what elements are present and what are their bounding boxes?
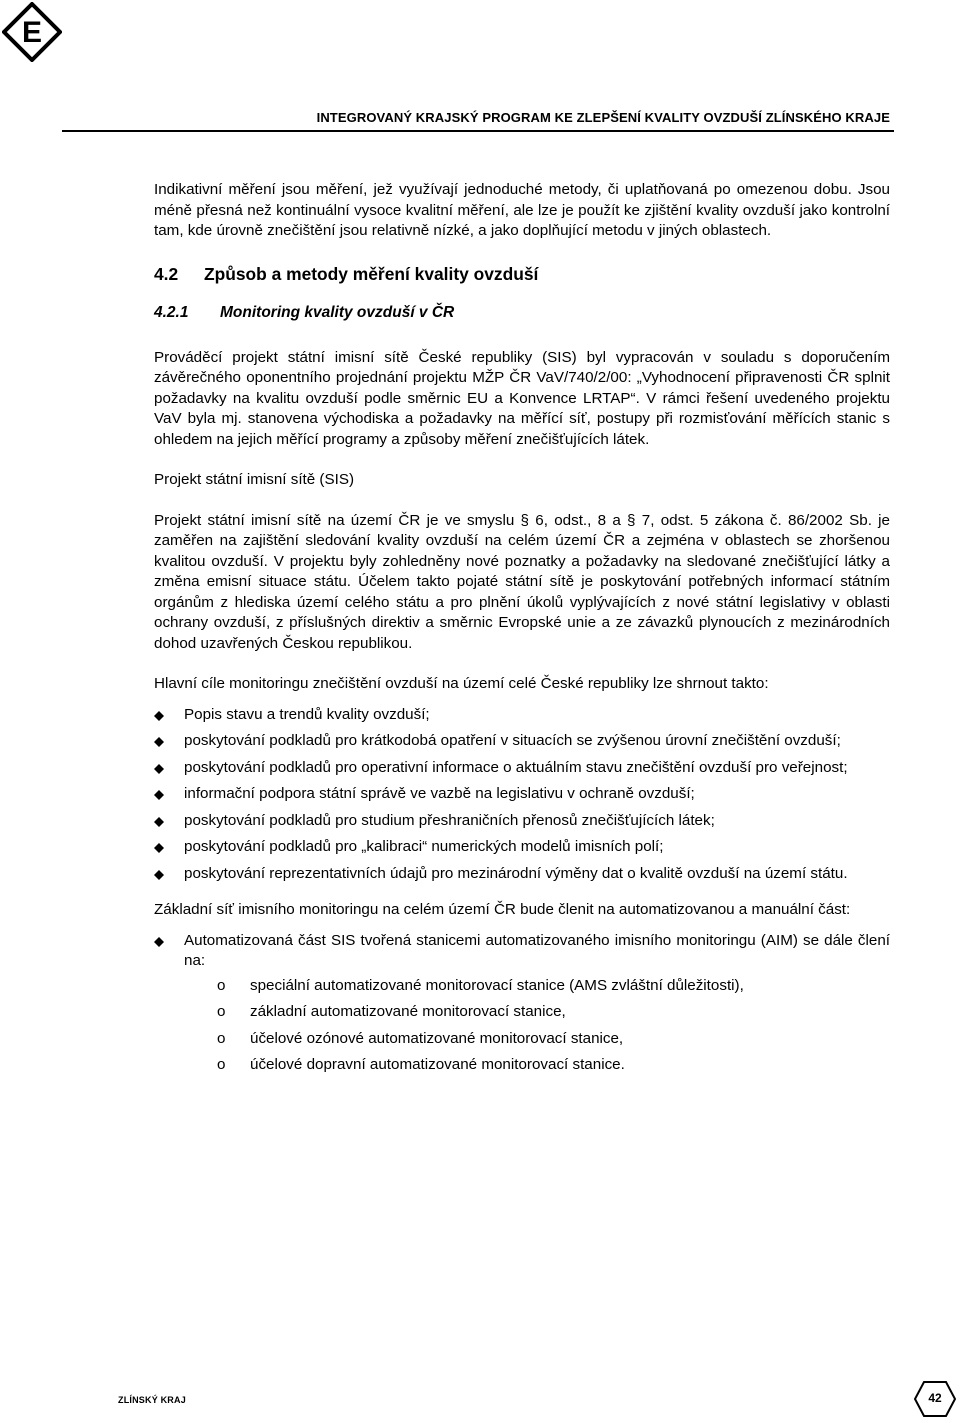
- circle-bullet-icon: o: [217, 1029, 226, 1047]
- diamond-bullet-icon: [154, 711, 164, 721]
- page-content: [154, 180, 890, 1082]
- logo: [2, 2, 62, 62]
- list-item: o speciální automatizované monitorovací stanice (AMS zvláštní důležitosti),: [184, 976, 890, 997]
- page-number-badge: [913, 1380, 957, 1418]
- diamond-bullet-icon: [154, 790, 164, 800]
- page-number: 42: [928, 1391, 942, 1405]
- section-number: 4.2: [154, 263, 179, 284]
- list-item: o účelové ozónové automatizované monitorovací stanice,: [184, 1029, 890, 1050]
- logo-letter: E: [21, 16, 43, 49]
- circle-bullet-icon: o: [217, 1056, 226, 1073]
- diamond-bullet-icon: [154, 817, 164, 827]
- list-item: o základní automatizované monitorovací stanice,: [184, 1002, 890, 1023]
- circle-bullet-icon: o: [217, 1003, 226, 1020]
- header-title: INTEGROVANÝ KRAJSKÝ PROGRAM KE ZLEPŠENÍ KVALITY OVZDUŠÍ ZLÍNSKÉHO KRAJE: [316, 110, 890, 125]
- section-title: Způsob a metody měření kvality ovzduší: [204, 263, 539, 284]
- list-item: poskytování podkladů pro „kalibraci“ numerických modelů imisních polí;: [154, 837, 890, 858]
- paragraph-sis-description: Projekt státní imisní sítě na území ČR je ve smyslu § 6, odst., 8 a § 7, odst. 5 zákona č. 86/2002 Sb. je zaměřen na zajištění sledování kvality ovzduší na celém území ČR a zejména v oblastech se zhoršenou kvalitou ovzduší. V projektu byly zohledněny nové poznatky a požadavky na sledované znečišťující látky a změna emisní situace státu. Účelem takto pojaté státní sítě je poskytování potřebných informací státním orgánům z hlediska území celého státu a pro plnění úkolů vyplývajících z nové státní legislativy v oblasti ochrany ovzduší, z příslušných direktiv a směrnic Evropské unie a ze závazků plynoucích z mezinárodních dohod uzavřených Českou republikou.: [154, 511, 890, 652]
- section-heading: [154, 262, 890, 286]
- subsection-title: Monitoring kvality ovzduší v ČR: [220, 303, 455, 321]
- list-item: informační podpora státní správě ve vazbě na legislativu v ochraně ovzduší;: [154, 784, 890, 805]
- circle-bullet-icon: o: [217, 976, 226, 994]
- subsection-number: 4.2.1: [154, 303, 189, 321]
- diamond-bullet-icon: [154, 843, 164, 853]
- network-list: [154, 931, 890, 1076]
- list-item: poskytování reprezentativních údajů pro mezinárodní výměny dat o kvalitě ovzduší na území státu.: [154, 864, 890, 885]
- list-item: Automatizovaná část SIS tvořená stanicemi automatizovaného imisního monitoringu (AIM) se dále člení na: o speciální automatizované monitorovací stanice (AMS zvláštní důležitosti), o základní automatizované monitorovací stanice, o účelové ozónové automatizované monitorovací stanice, o účelové dopravní automatizované monitorovací stanice.: [154, 931, 890, 1076]
- paragraph-sis-project: Prováděcí projekt státní imisní sítě České republiky (SIS) byl vypracován v souladu s doporučením závěrečného oponentního projednání projektu MŽP ČR VaV/740/2/00: „Vyhodnocení připravenosti ČR splnit požadavky na kvalitu ovzduší podle směrnic EU a Konvence LRTAP“. V rámci řešení uvedeného projektu VaV byla mj. stanovena východiska a požadavky na měřící síť, postupy při rozmisťování měřících stanic s ohledem na jejich měřící programy a způsoby měření znečišťujících látek.: [154, 348, 890, 448]
- diamond-bullet-icon: [154, 870, 164, 880]
- list-item: poskytování podkladů pro krátkodobá opatření v situacích se zvýšenou úrovní znečištění ovzduší;: [154, 731, 890, 752]
- subsection-heading: [154, 302, 890, 324]
- list-item: poskytování podkladů pro studium přeshraničních přenosů znečišťujících látek;: [154, 811, 890, 832]
- intro-paragraph: Indikativní měření jsou měření, jež využívají jednoduché metody, či uplatňovaná po omezenou dobu. Jsou méně přesná než kontinuální vysoce kvalitní měření, ale lze je použít ke zjištění kvality ovzduší jako kontrolní tam, kde úrovně znečištění jsou relativně nízké, a jako doplňující metodu v jiných oblastech.: [154, 181, 890, 239]
- goals-list: [154, 705, 890, 885]
- footer-region: ZLÍNSKÝ KRAJ: [118, 1395, 186, 1405]
- list-item: poskytování podkladů pro operativní informace o aktuálním stavu znečištění ovzduší pro veřejnost;: [154, 758, 890, 779]
- diamond-bullet-icon: [154, 937, 164, 947]
- list-item: Popis stavu a trendů kvality ovzduší;: [154, 705, 890, 726]
- list-item: o účelové dopravní automatizované monitorovací stanice.: [184, 1055, 890, 1076]
- paragraph-network-intro: Základní síť imisního monitoringu na celém území ČR bude členit na automatizovanou a manuální část:: [154, 901, 851, 918]
- paragraph-sis-heading: Projekt státní imisní sítě (SIS): [154, 471, 355, 488]
- network-sublist: [184, 976, 890, 1076]
- header-divider: [62, 130, 894, 132]
- diamond-bullet-icon: [154, 764, 164, 774]
- diamond-bullet-icon: [154, 737, 164, 747]
- paragraph-goals-intro: Hlavní cíle monitoringu znečištění ovzduší na území celé České republiky lze shrnout takto:: [154, 675, 769, 692]
- diamond-logo-icon: [2, 2, 62, 62]
